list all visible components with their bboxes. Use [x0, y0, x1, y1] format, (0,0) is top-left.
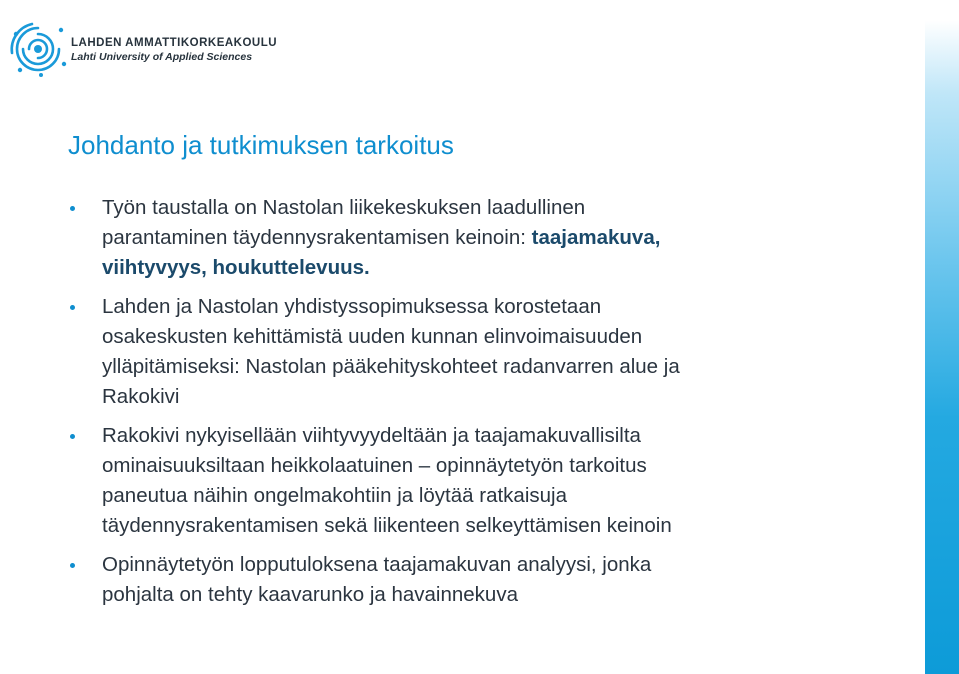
bullet-dot-icon	[70, 563, 75, 568]
bullet-line: Lahden ja Nastolan yhdistyssopimuksessa korostetaan	[102, 295, 602, 318]
bullet-line: Työn taustalla on Nastolan liikekeskuksen laadullinen	[102, 196, 586, 219]
slide-title: Johdanto ja tutkimuksen tarkoitus	[68, 130, 454, 160]
decorative-side-stripe	[925, 0, 959, 674]
bullet-line: pohjalta on tehty kaavarunko ja havainnekuva	[102, 583, 518, 606]
bullet-line: Opinnäytetyön lopputuloksena taajamakuvan analyysi, jonka	[102, 553, 652, 576]
bullet-item	[70, 292, 840, 412]
bullet-line: paneutua näihin ongelmakohtiin ja löytää ratkaisuja	[102, 484, 567, 507]
bullet-dot-icon	[70, 434, 75, 439]
logo-text	[71, 37, 277, 64]
highlight-text: taajamakuva,	[531, 226, 661, 249]
bullet-line: täydennysrakentamisen sekä liikenteen selkeyttämisen keinoin	[102, 514, 672, 537]
logo-name-finnish: LAHDEN AMMATTIKORKEAKOULU	[71, 37, 278, 49]
bullet-line: osakeskusten kehittämistä uuden kunnan elinvoimaisuuden	[102, 325, 643, 348]
bullet-list	[70, 193, 840, 619]
bullet-line-text: parantaminen täydennysrakentamisen keinoin:	[102, 226, 526, 249]
bullet-dot-icon	[70, 206, 75, 211]
bullet-line: Rakokivi nykyisellään viihtyvyydeltään ja taajamakuvallisilta	[102, 424, 641, 447]
highlight-line: viihtyvyys, houkuttelevuus.	[102, 256, 370, 279]
logo-name-english: Lahti University of Applied Sciences	[71, 51, 253, 63]
lamk-logo-icon	[8, 20, 68, 78]
bullet-item	[70, 550, 840, 610]
bullet-item	[70, 193, 840, 283]
bullet-line: ominaisuuksiltaan heikkolaatuinen – opinnäytetyön tarkoitus	[102, 454, 647, 477]
bullet-line: ylläpitämiseksi: Nastolan pääkehityskohteet radanvarren alue ja	[102, 355, 680, 378]
bullet-line: Rakokivi	[102, 385, 180, 408]
bullet-line	[102, 223, 840, 253]
bullet-dot-icon	[70, 305, 75, 310]
bullet-item	[70, 421, 840, 541]
